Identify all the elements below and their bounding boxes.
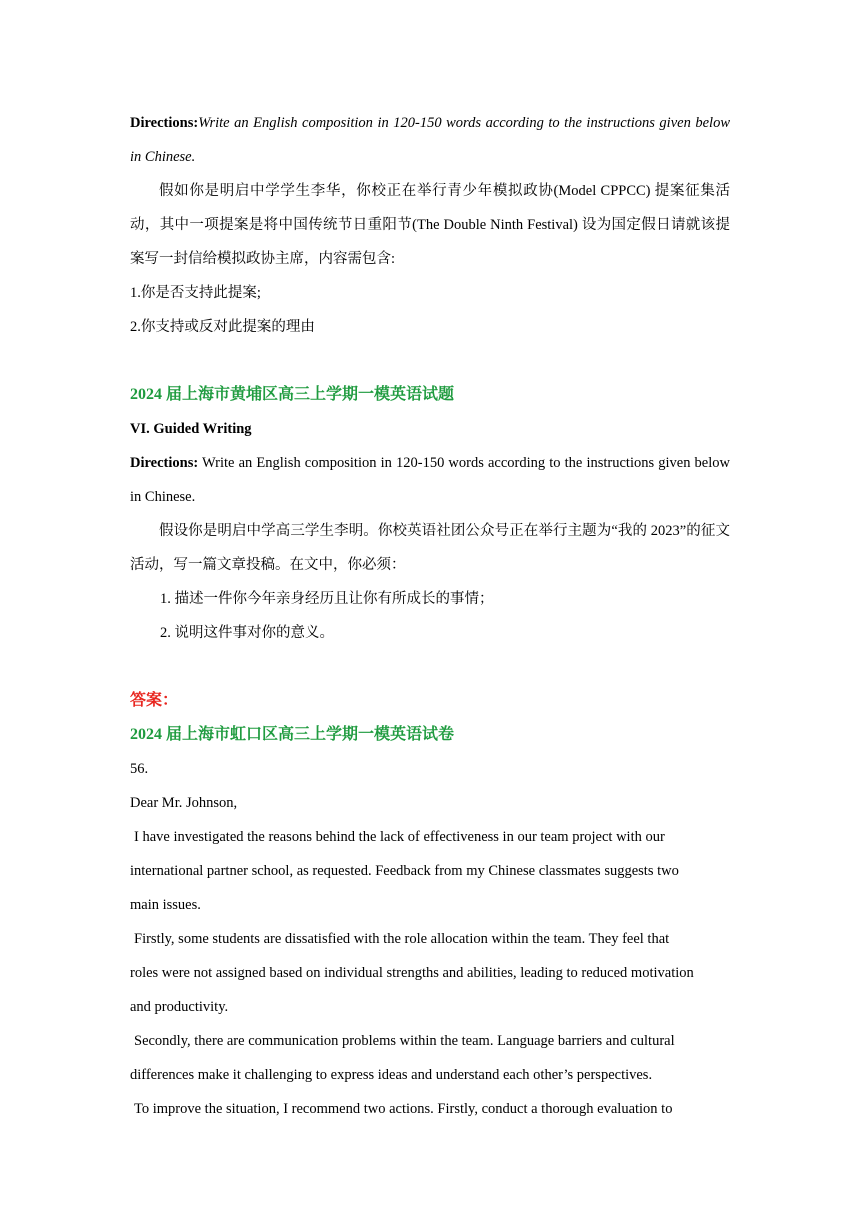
letter-salutation: Dear Mr. Johnson,: [130, 795, 238, 811]
letter-line: Secondly, there are communication problems within the team. Language barriers and cultural: [134, 1033, 675, 1049]
directions-text: Write an English composition in 120-150 words according to the instructions given below in Chinese.: [130, 455, 730, 505]
letter-line: I have investigated the reasons behind the lack of effectiveness in our team project with our: [134, 829, 665, 845]
prompt-item: 2. 说明这件事对你的意义。: [160, 625, 334, 641]
section-subtitle: VI. Guided Writing: [130, 421, 252, 437]
directions-paragraph: [130, 106, 730, 174]
letter-line: international partner school, as requested. Feedback from my Chinese classmates suggests two: [130, 863, 679, 879]
letter-line: Firstly, some students are dissatisfied with the role allocation within the team. They feel that: [134, 931, 670, 947]
prompt-item: 2.你支持或反对此提案的理由: [130, 319, 315, 335]
exam-title: 2024 届上海市虹口区高三上学期一模英语试卷: [130, 726, 455, 743]
question-number: 56.: [130, 761, 149, 777]
answers-label: 答案：: [130, 692, 179, 709]
directions-label: Directions:: [130, 115, 199, 131]
letter-line: and productivity.: [130, 999, 229, 1015]
writing-prompt: 假设你是明启中学高三学生李明。你校英语社团公众号正在举行主题为“我的 2023”的征文活动，写一篇文章投稿。在文中，你必须：: [130, 523, 730, 573]
letter-line: roles were not assigned based on individual strengths and abilities, leading to reduced motivation: [130, 965, 694, 981]
exam-title: 2024 届上海市黄埔区高三上学期一模英语试题: [130, 386, 455, 403]
prompt-item: 1.你是否支持此提案;: [130, 285, 261, 301]
letter-line: differences make it challenging to express ideas and understand each other’s perspectives.: [130, 1067, 653, 1083]
letter-line: To improve the situation, I recommend two actions. Firstly, conduct a thorough evaluation to: [134, 1101, 673, 1117]
prompt-item: 1. 描述一件你今年亲身经历且让你有所成长的事情；: [160, 591, 494, 607]
directions-label: Directions:: [130, 455, 199, 471]
directions-paragraph: [130, 446, 730, 514]
directions-text: Write an English composition in 120-150 words according to the instructions given below in Chinese.: [130, 115, 730, 165]
writing-prompt: 假如你是明启中学学生李华，你校正在举行青少年模拟政协(Model CPPCC) 提案征集活动，其中一项提案是将中国传统节日重阳节(The Double Ninth Festival) 设为国定假日请就该提案写一封信给模拟政协主席，内容需包含:: [130, 183, 730, 267]
letter-line: main issues.: [130, 897, 201, 913]
document-content: [130, 106, 730, 1126]
